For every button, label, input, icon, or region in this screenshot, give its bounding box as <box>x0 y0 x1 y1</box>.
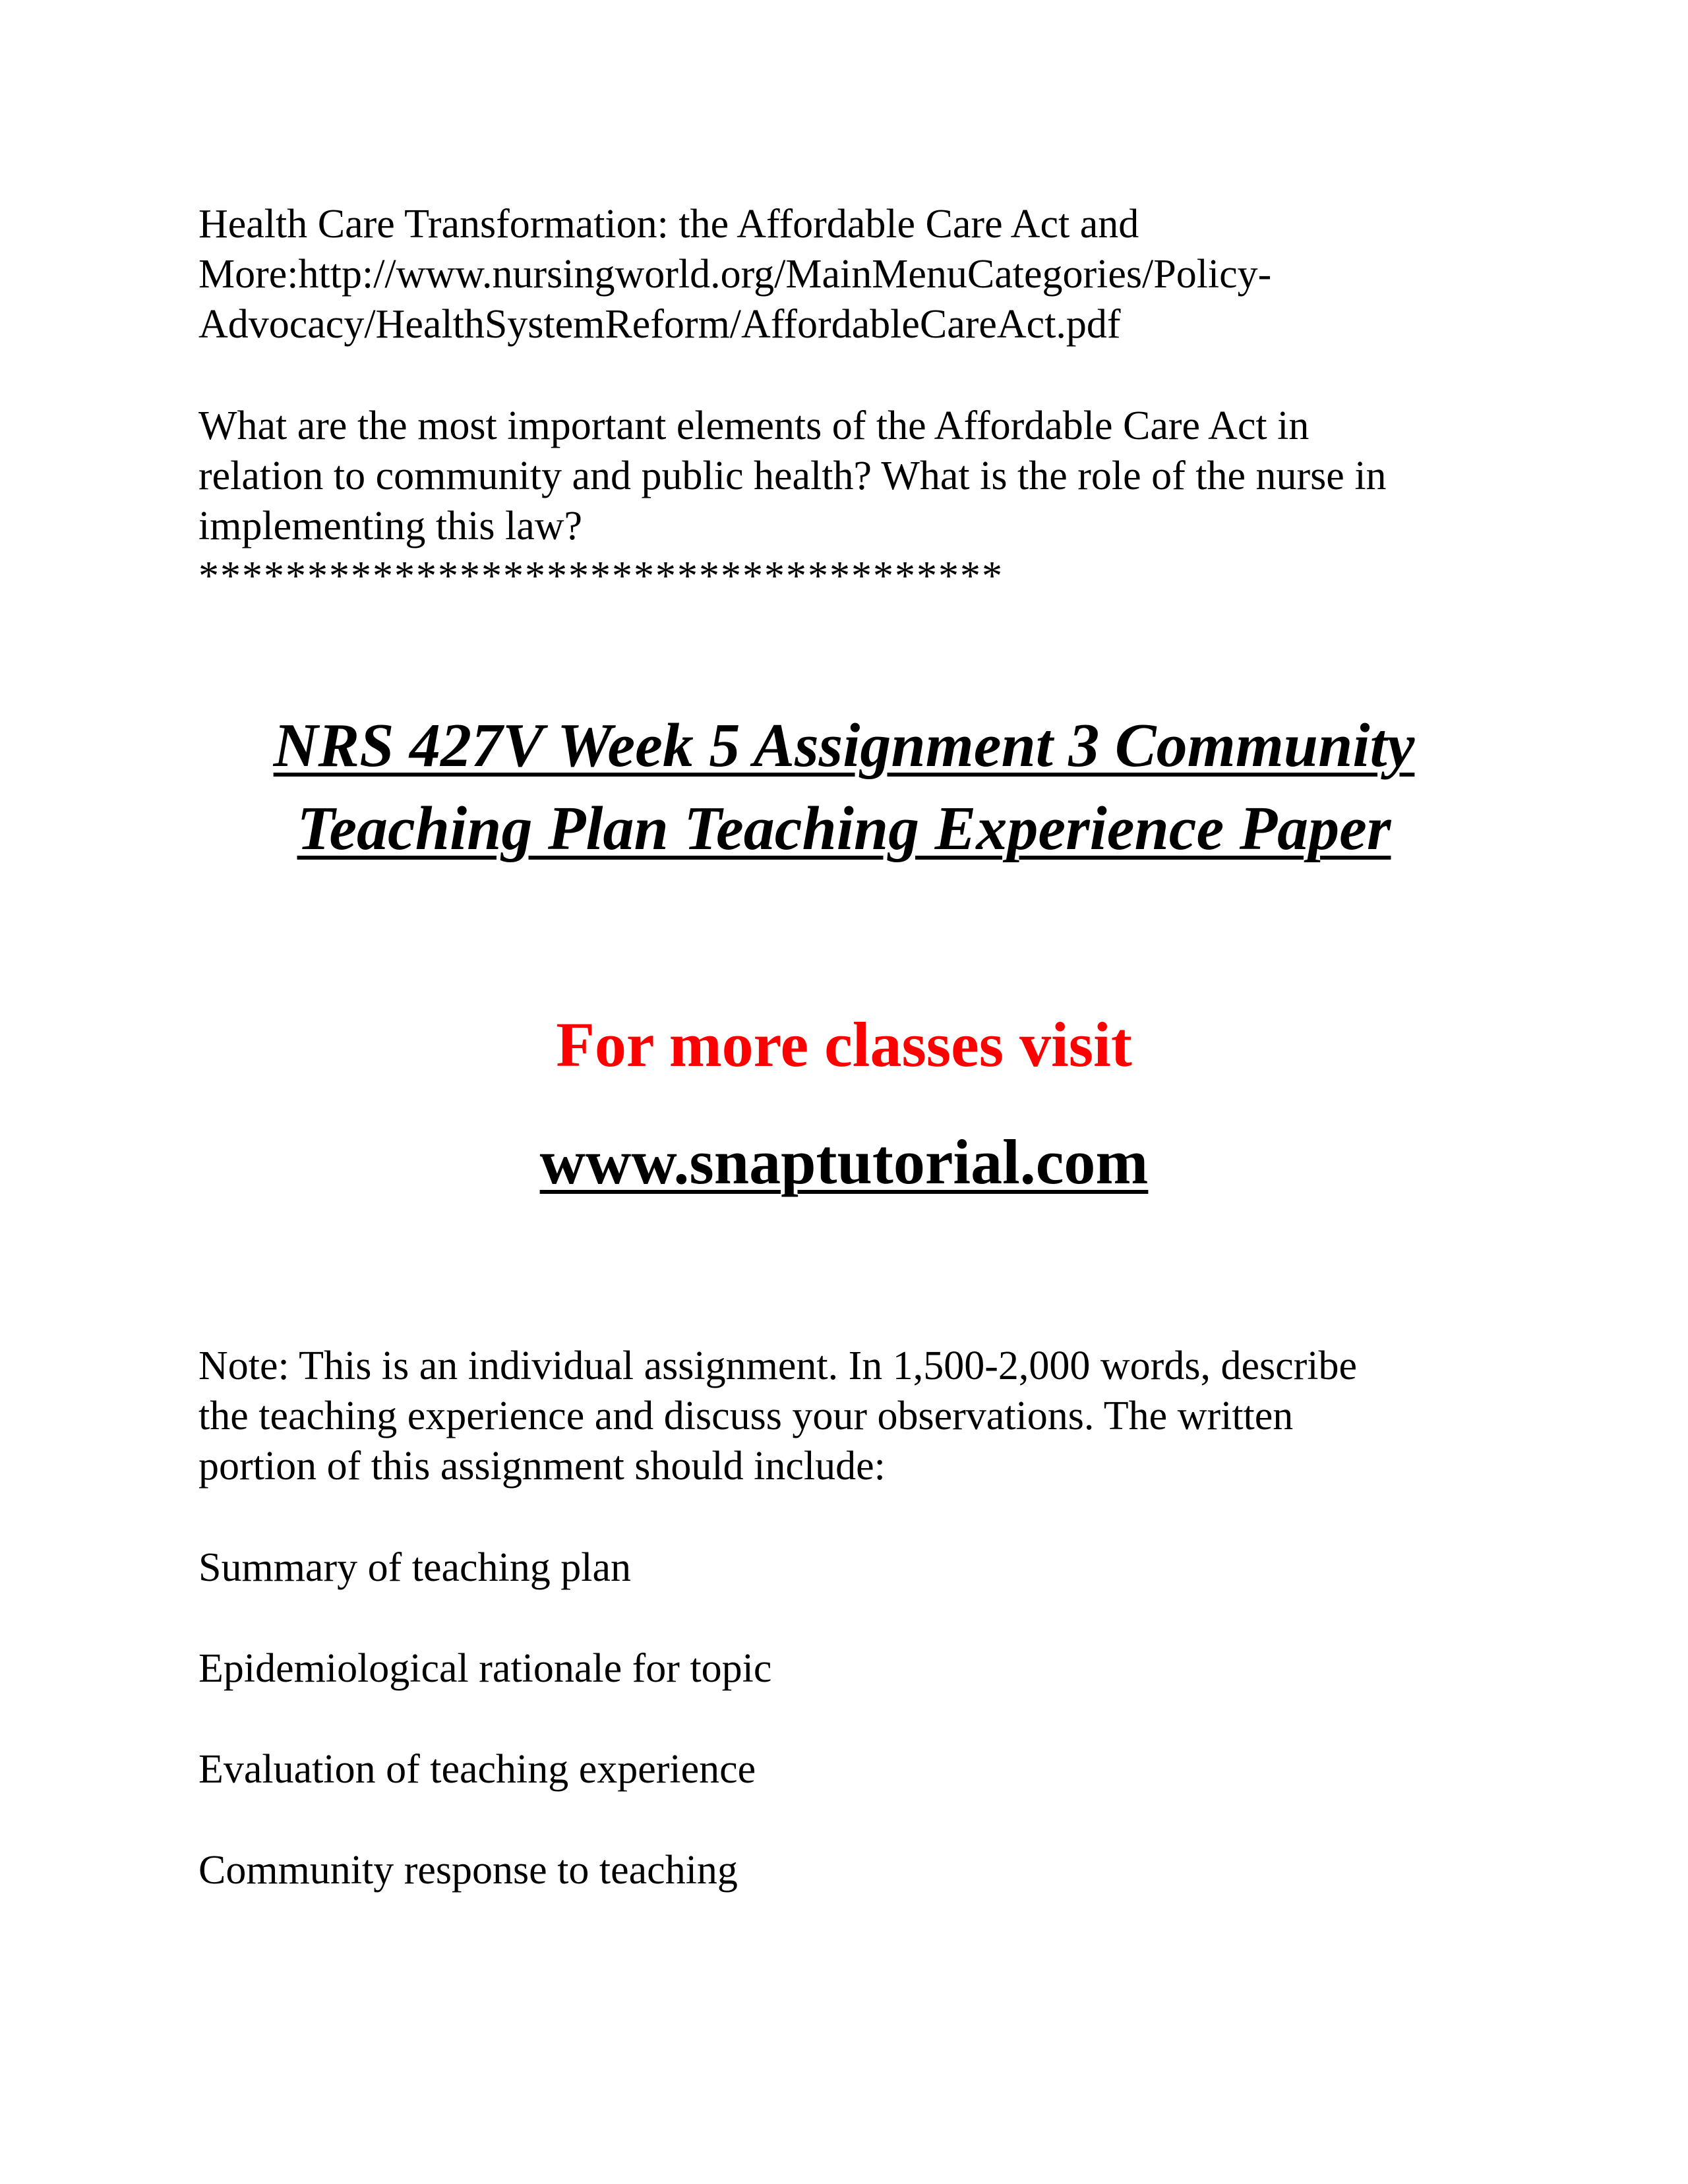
promo-text: For more classes visit <box>556 1009 1132 1080</box>
document-title-line-2: Teaching Plan Teaching Experience Paper <box>297 794 1391 863</box>
question-line: relation to community and public health? What is the role of the nurse in <box>198 454 1387 498</box>
note-paragraph <box>198 1341 1517 1491</box>
note-line: Note: This is an individual assignment. In 1,500-2,000 words, describe <box>198 1343 1358 1388</box>
reference-line: Health Care Transformation: the Affordable Care Act and <box>198 202 1139 247</box>
reference-line: More:http://www.nursingworld.org/MainMenuCategories/Policy- <box>198 252 1272 297</box>
reference-line: Advocacy/HealthSystemReform/AffordableCareAct.pdf <box>198 302 1121 347</box>
note-line: the teaching experience and discuss your observations. The written <box>198 1394 1294 1438</box>
note-line: portion of this assignment should include: <box>198 1444 886 1489</box>
question-line: implementing this law? <box>198 504 583 548</box>
list-item: Summary of teaching plan <box>198 1545 631 1590</box>
list-item: Evaluation of teaching experience <box>198 1747 756 1792</box>
promo-link[interactable]: www.snaptutorial.com <box>539 1127 1149 1197</box>
separator-stars: ************************************* <box>198 554 1004 599</box>
document-title-line-1: NRS 427V Week 5 Assignment 3 Community <box>273 711 1415 780</box>
reference-paragraph <box>198 199 1517 349</box>
question-paragraph <box>198 401 1517 601</box>
question-line: What are the most important elements of the Affordable Care Act in <box>198 403 1310 448</box>
list-item: Epidemiological rationale for topic <box>198 1646 772 1691</box>
list-item: Community response to teaching <box>198 1848 738 1893</box>
